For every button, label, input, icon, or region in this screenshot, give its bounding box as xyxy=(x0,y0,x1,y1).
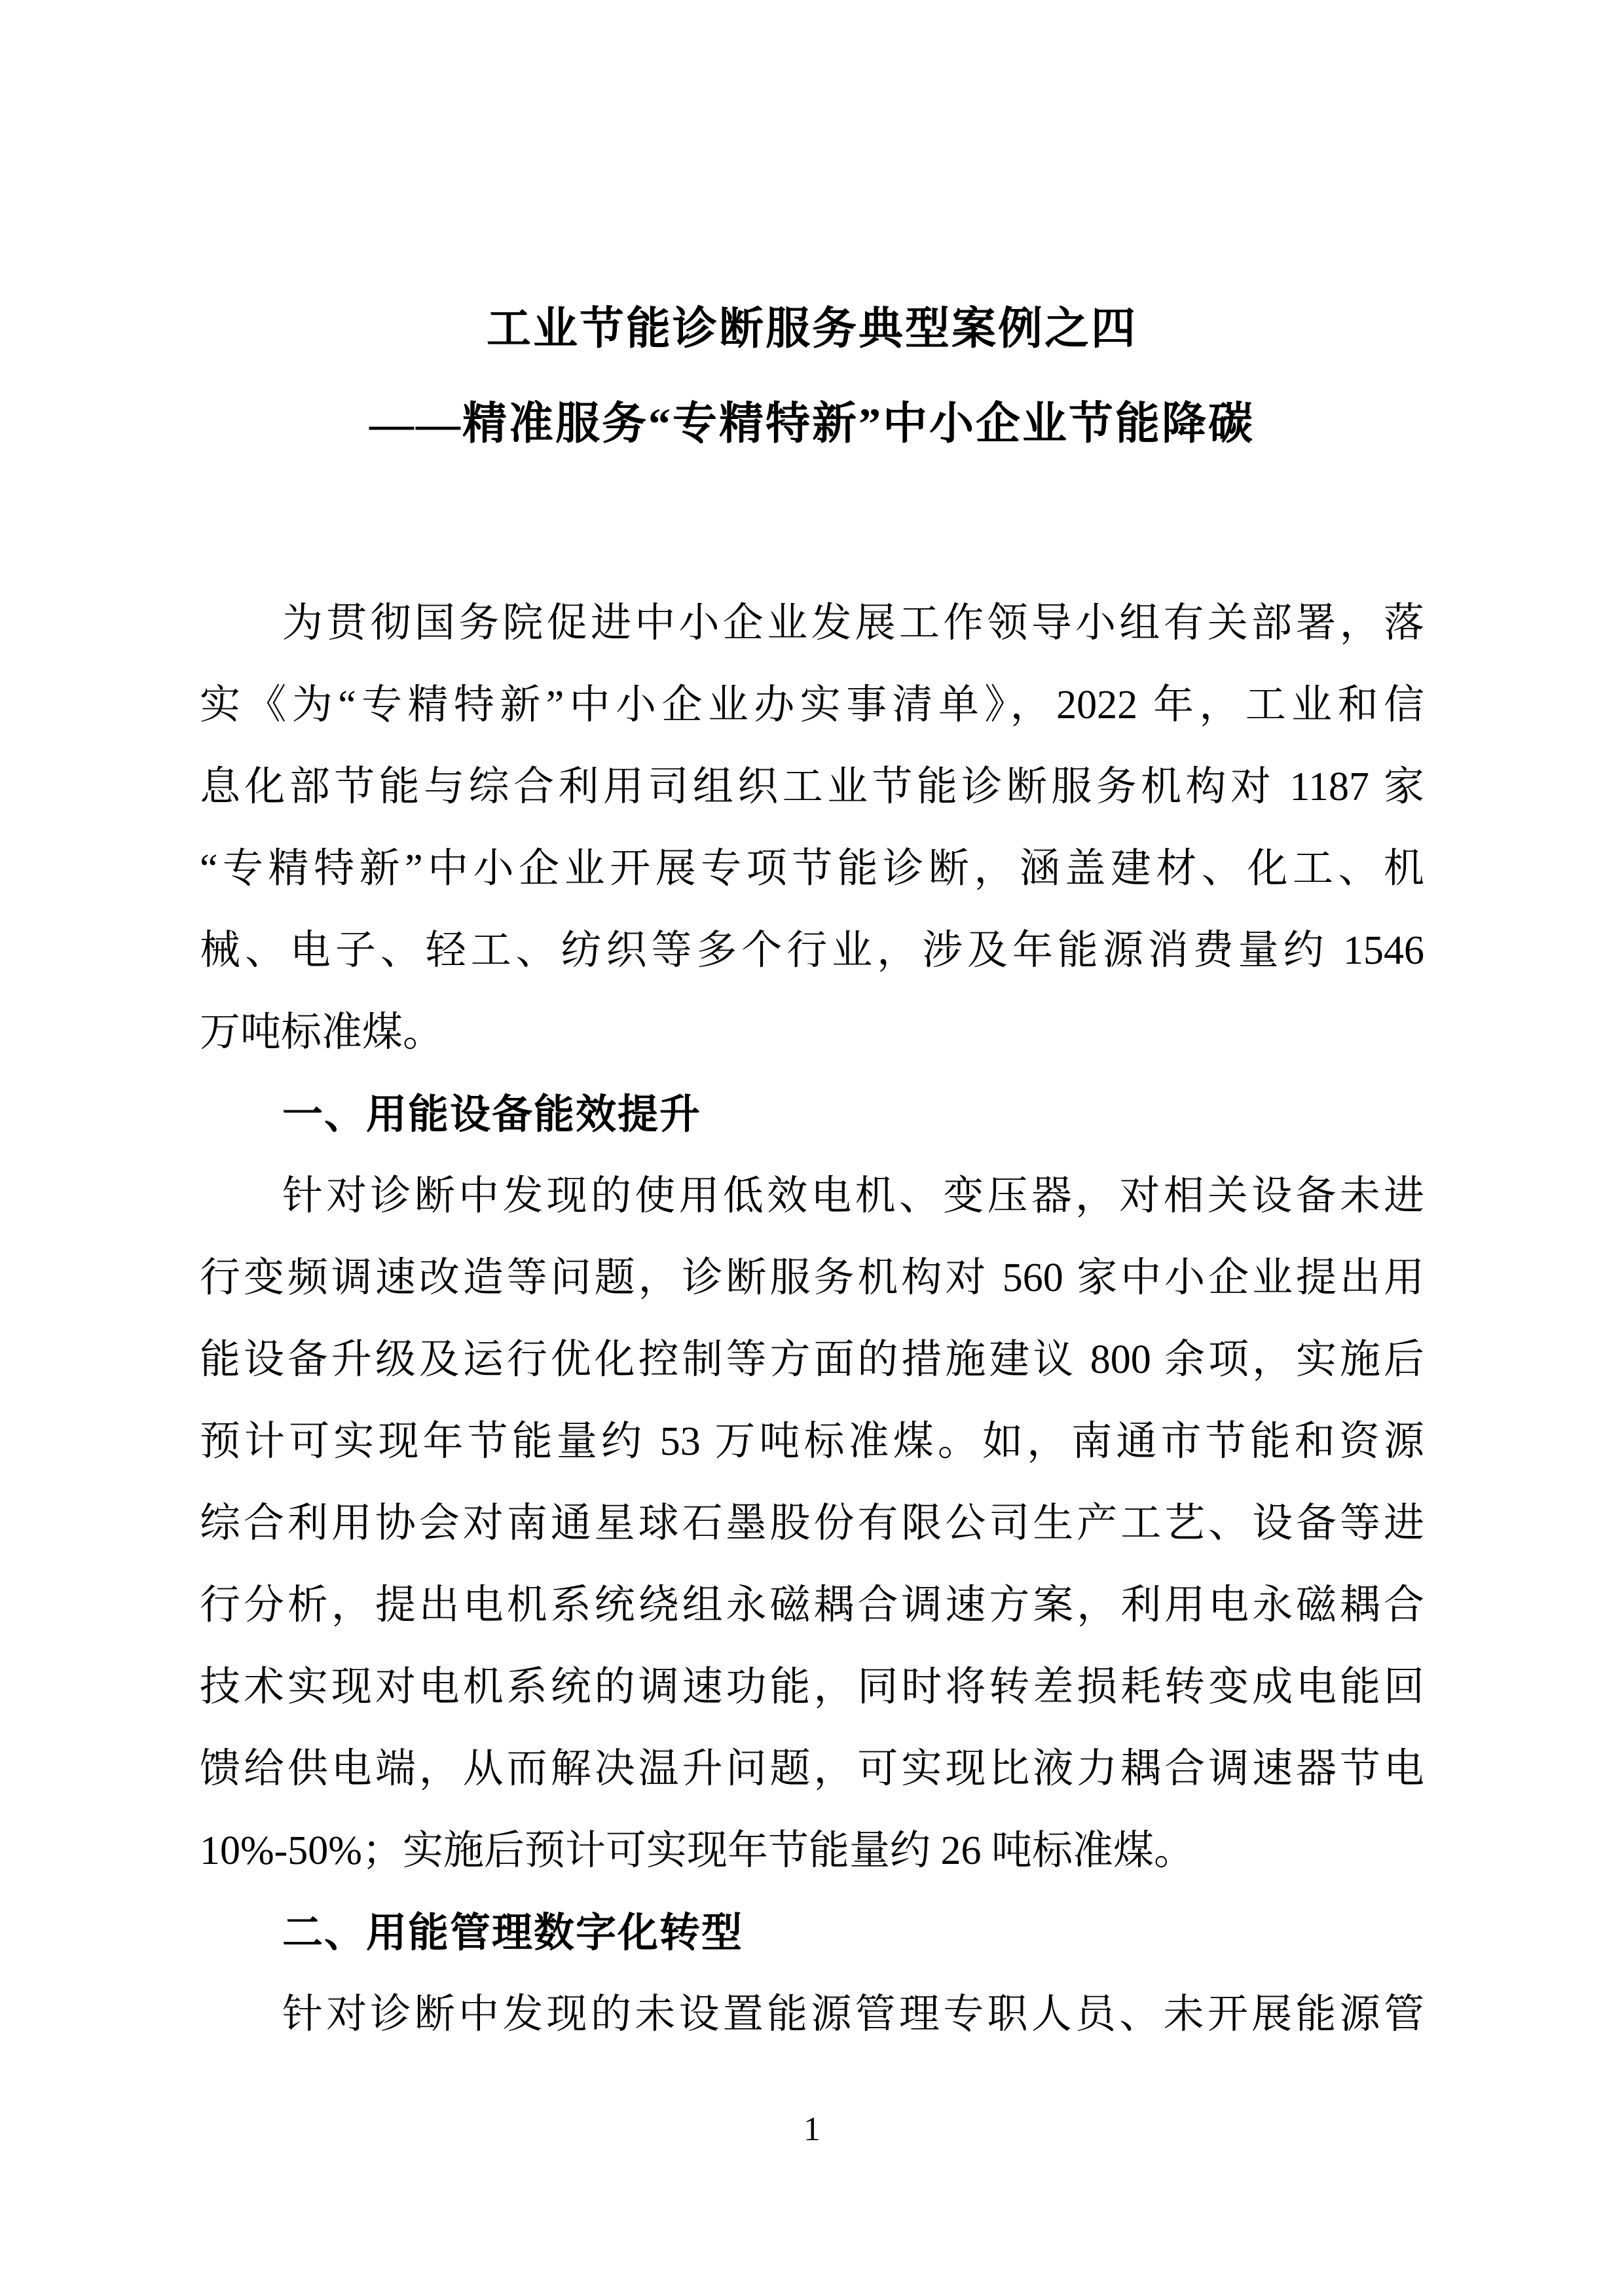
section-heading: 二、用能管理数字化转型 xyxy=(282,1910,744,1956)
text-line: 息化部节能与综合利用司组织工业节能诊断服务机构对 1187 家 xyxy=(200,765,1424,809)
text-line: 技术实现对电机系统的调速功能，同时将转差损耗转变成电能回 xyxy=(200,1665,1424,1709)
document-title xyxy=(0,0,1624,471)
text-line: 行分析，提出电机系统绕组永磁耦合调速方案，利用电永磁耦合 xyxy=(200,1583,1424,1628)
text-line: 能设备升级及运行优化控制等方面的措施建议 800 余项，实施后 xyxy=(200,1338,1424,1382)
text-line: 馈给供电端，从而解决温升问题，可实现比液力耦合调速器节电 xyxy=(200,1747,1424,1791)
section-heading: 一、用能设备能效提升 xyxy=(282,1092,702,1137)
text-line: 针对诊断中发现的使用低效电机、变压器，对相关设备未进 xyxy=(282,1174,1424,1218)
text-line: 综合利用协会对南通星球石墨股份有限公司生产工艺、设备等进 xyxy=(200,1501,1424,1546)
document-title-line-1: 工业节能诊断服务典型案例之四 xyxy=(486,304,1137,354)
text-line: 实《为“专精特新”中小企业办实事清单》，2022 年，工业和信 xyxy=(200,683,1424,727)
text-line: 针对诊断中发现的未设置能源管理专职人员、未开展能源管 xyxy=(282,1992,1424,2037)
text-line: 万吨标准煤。 xyxy=(200,1010,444,1055)
text-line: 械、电子、轻工、纺织等多个行业，涉及年能源消费量约 1546 xyxy=(200,928,1424,973)
text-line: 行变频调速改造等问题，诊断服务机构对 560 家中小企业提出用 xyxy=(200,1256,1424,1300)
text-line: 为贯彻国务院促进中小企业发展工作领导小组有关部署，落 xyxy=(282,601,1424,646)
text-line: “专精特新”中小企业开展专项节能诊断，涵盖建材、化工、机 xyxy=(200,847,1424,891)
document-title-line-2: ——精准服务“专精特新”中小企业节能降碳 xyxy=(369,399,1255,448)
text-line: 预计可实现年节能量约 53 万吨标准煤。如，南通市节能和资源 xyxy=(200,1419,1424,1464)
page-number: 1 xyxy=(803,2111,821,2148)
document-body xyxy=(200,583,1424,2056)
text-line: 10%-50%；实施后预计可实现年节能量约 26 吨标准煤。 xyxy=(200,1829,1194,1873)
